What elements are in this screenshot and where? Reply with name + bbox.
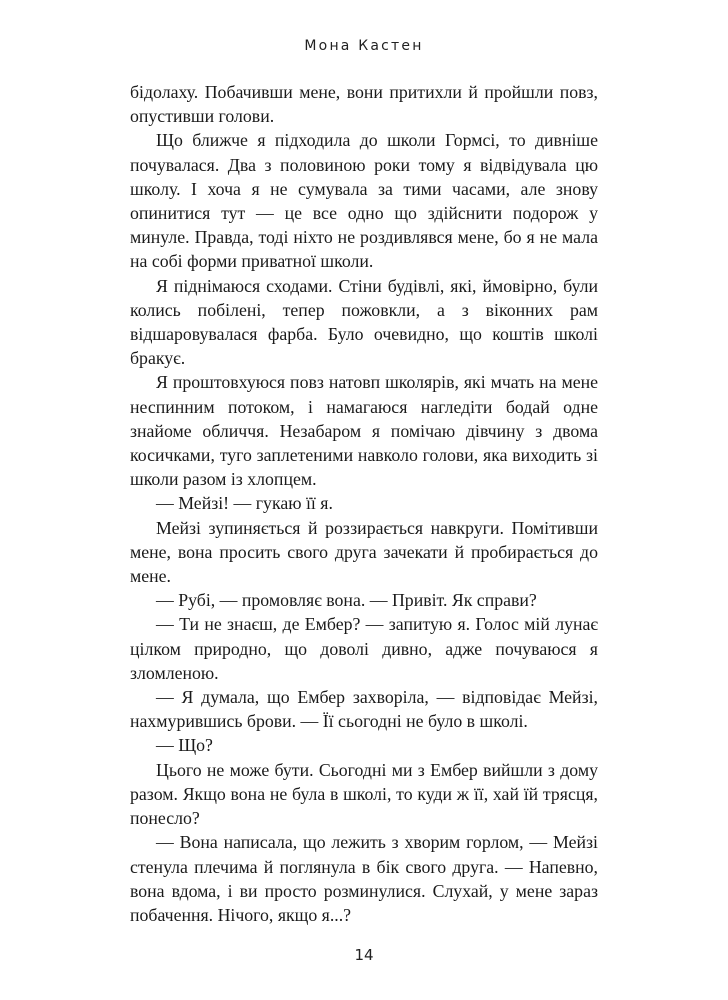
paragraph: Що ближче я підходила до школи Гормсі, то дивніше почувалася. Два з половиною роки тому я відвідувала цю школу. І хоча я не сумувала за тими часами, але знову опинитися тут — це все одно що здійснити подорож у минуле. Правда, тоді ніхто не роздивлявся мене, бо я не мала на собі форми приватної школи. bbox=[130, 130, 598, 272]
dialogue-line: — Я думала, що Ембер захворіла, — відповідає Мейзі, нахмурившись брови. — Її сьогодні не було в школі. bbox=[130, 687, 598, 732]
paragraph: Цього не може бути. Сьогодні ми з Ембер вийшли з дому разом. Якщо вона не була в школі, то куди ж її, хай їй трясця, понесло? bbox=[130, 759, 598, 829]
dialogue-line: — Рубі, — промовляє вона. — Привіт. Як справи? bbox=[156, 590, 537, 611]
running-head-author: Мона Кастен bbox=[304, 38, 424, 54]
paragraph-continued: бідолаху. Побачивши мене, вони притихли й пройшли повз, опустивши голови. bbox=[130, 82, 598, 127]
body-text bbox=[130, 80, 598, 927]
dialogue-line: — Ти не знаєш, де Ембер? — запитую я. Голос мій лунає цілком природно, що доволі дивно, адже почуваюся я зломленою. bbox=[130, 614, 598, 683]
paragraph: Мейзі зупиняється й роззирається навкруги. Помітивши мене, вона просить свого друга зачекати й пробирається до мене. bbox=[130, 517, 598, 587]
dialogue-line: — Мейзі! — гукаю її я. bbox=[156, 493, 333, 514]
dialogue-line: — Що? bbox=[156, 735, 213, 756]
paragraph: Я проштовхуюся повз натовп школярів, які мчать на мене неспинним потоком, і намагаюся нагледіти бодай одне знайоме обличчя. Незабаром я помічаю дівчину з двома косичками, туго заплетеними навколо голови, яка виходить зі школи разом із хлопцем. bbox=[130, 372, 598, 490]
dialogue-line: — Вона написала, що лежить з хворим горлом, — Мейзі стенула плечима й поглянула в бік свого друга. — Напевно, вона вдома, і ви просто розминулися. Слухай, у мене зараз побачення. Нічого, якщо я...? bbox=[130, 832, 598, 925]
page-number: 14 bbox=[354, 946, 374, 964]
paragraph: Я піднімаюся сходами. Стіни будівлі, які, ймовірно, були колись побілені, тепер пожовкли, а з віконних рам відшаровувалася фарба. Було очевидно, що коштів школі бракує. bbox=[130, 275, 598, 369]
